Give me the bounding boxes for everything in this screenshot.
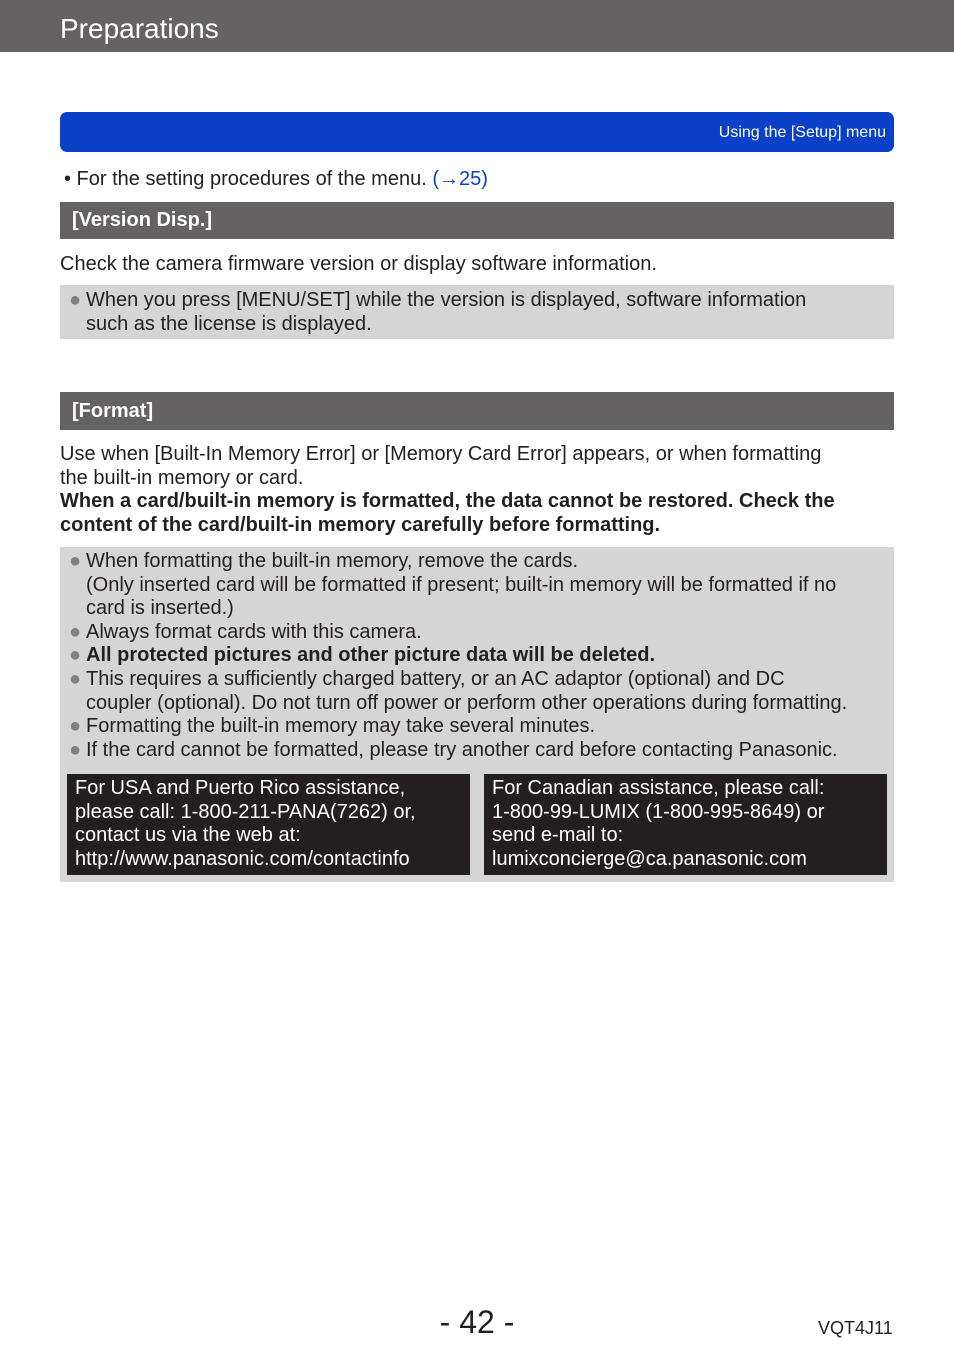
format-note: ● Formatting the built-in memory may take several minutes. — [69, 715, 596, 738]
menu-banner — [60, 112, 894, 152]
format-note: ● Always format cards with this camera. — [69, 620, 422, 643]
bullet-icon: ● — [69, 715, 82, 738]
format-note: ● If the card cannot be formatted, please try another card before contacting Panasonic. — [69, 738, 838, 761]
format-description: Use when [Built-In Memory Error] or [Memory Card Error] appears, or when formatting the built-in memory or card. — [60, 443, 822, 489]
bullet-icon: ● — [69, 550, 82, 572]
document-code: VQT4J11 — [818, 1318, 893, 1338]
page-section-title: Preparations — [60, 13, 219, 44]
procedure-note-text: • For the setting procedures of the menu. — [64, 168, 433, 190]
usa-contact-url[interactable]: http://www.panasonic.com/contactinfo — [75, 847, 410, 870]
header-bar — [0, 0, 954, 52]
version-disp-heading: [Version Disp.] — [60, 202, 894, 239]
version-disp-note-box — [60, 285, 894, 339]
procedure-note — [64, 168, 488, 190]
page-reference-link[interactable]: (→25) — [432, 168, 488, 190]
format-warning: When a card/built-in memory is formatted, the data cannot be restored. Check the content of the card/built-in memory carefully before formatting. — [60, 490, 835, 536]
version-disp-note: ● When you press [MENU/SET] while the version is displayed, software information such as the license is displayed. — [69, 289, 807, 335]
bullet-icon: ● — [69, 289, 82, 311]
format-note-emphasis: ● All protected pictures and other picture data will be deleted. — [69, 644, 655, 667]
page-number: - 42 - — [439, 1304, 515, 1340]
bullet-icon: ● — [69, 644, 82, 667]
usa-contact-box: For USA and Puerto Rico assistance, please call: 1-800-211-PANA(7262) or, contact us via the web at: http://www.panasonic.com/contactinfo — [67, 774, 470, 875]
format-note: ● This requires a sufficiently charged battery, or an AC adaptor (optional) and DC coupler (optional). Do not turn off power or perform other operations during formatting. — [69, 667, 848, 714]
bullet-icon: ● — [69, 738, 82, 761]
format-heading: [Format] — [60, 392, 894, 430]
bullet-icon: ● — [69, 620, 82, 643]
canada-contact-box: For Canadian assistance, please call: 1-800-99-LUMIX (1-800-995-8649) or send e-mail to: lumixconcierge@ca.panasonic.com — [484, 774, 887, 875]
canada-contact-email[interactable]: lumixconcierge@ca.panasonic.com — [492, 847, 807, 870]
menu-banner-label: Using the [Setup] menu — [718, 124, 886, 141]
version-disp-description: Check the camera firmware version or display software information. — [60, 253, 657, 275]
format-note: ● When formatting the built-in memory, remove the cards. (Only inserted card will be formatted if present; built-in memory will be formatted if no card is inserted.) — [69, 550, 837, 620]
bullet-icon: ● — [69, 667, 82, 690]
